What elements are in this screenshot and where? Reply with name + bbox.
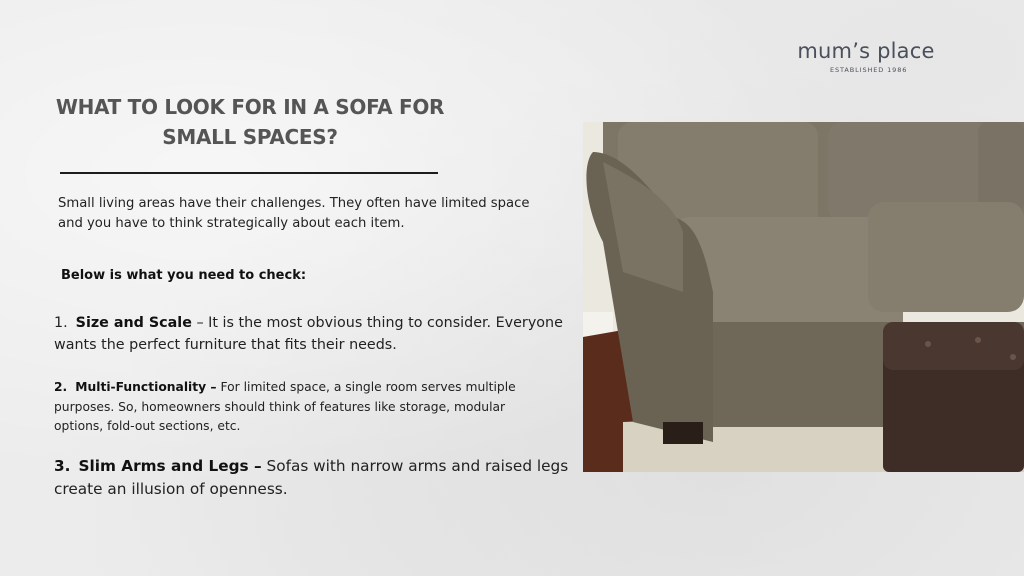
brand-logo [790, 38, 942, 74]
logo-name: mum’s place [797, 39, 935, 63]
page-title-line-2: SMALL SPACES? [162, 125, 338, 149]
item-number: 3. [54, 457, 71, 475]
checklist-item-multi-functionality [54, 378, 544, 437]
sofa-illustration [583, 122, 1024, 472]
page-title-line-1: WHAT TO LOOK FOR IN A SOFA FOR [55, 95, 445, 119]
item-number: 2. [54, 380, 68, 394]
item-title: Size and Scale [75, 315, 192, 331]
item-title: Multi-Functionality – [75, 380, 217, 394]
checklist-item-size-and-scale [54, 312, 574, 356]
logo-tagline: ESTABLISHED 1986 [830, 66, 908, 74]
item-text: For limited space, a single room serves multiple purposes. So, homeowners should think of features like storage, modular options, fold-out sections, etc. [54, 380, 516, 433]
checklist-item-slim-arms-and-legs [54, 455, 574, 501]
item-number: 1. [54, 315, 68, 331]
sofa-photo [583, 122, 1024, 472]
page-title [38, 92, 462, 152]
title-underline [60, 172, 438, 174]
item-title: Slim Arms and Legs – [78, 457, 262, 475]
item-text: Sofas with narrow arms and raised legs create an illusion of openness. [54, 457, 569, 498]
checklist-heading: Below is what you need to check: [61, 268, 307, 283]
item-text: – It is the most obvious thing to consider. Everyone wants the perfect furniture that fits their needs. [54, 315, 563, 353]
intro-paragraph: Small living areas have their challenges. They often have limited space and you have to think strategically about each item. [58, 196, 530, 231]
